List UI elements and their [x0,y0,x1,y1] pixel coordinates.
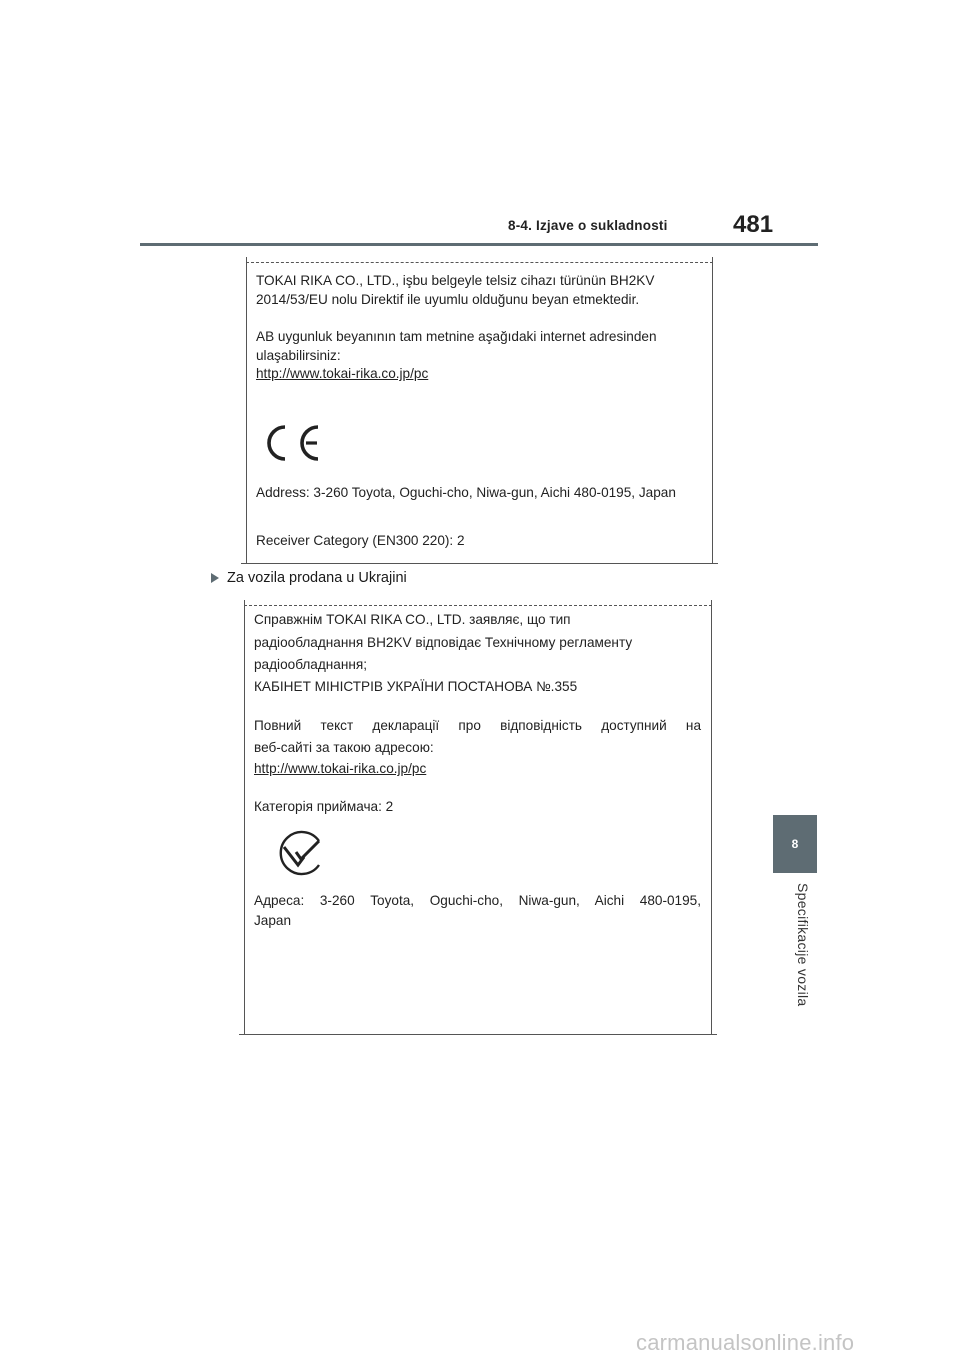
ukraine-heading-text: Za vozila prodana u Ukrajini [227,570,407,586]
corner-tick [244,600,245,606]
corner-tick [241,563,247,564]
triangle-bullet-icon [211,573,219,583]
chapter-number: 8 [791,837,799,851]
corner-tick [711,1034,717,1035]
site-watermark: carmanualsonline.info [636,1330,855,1355]
header-rule [140,243,818,246]
chapter-title: Specifikacije vozila [795,883,811,1007]
manufacturer-address: Адреса: 3-260 Toyota, Oguchi-cho, Niwa-gun, Aichi 480-0195, [254,893,701,908]
page-number: 481 [733,211,774,238]
corner-tick [712,563,718,564]
declaration-text-line: AB uygunluk beyanının tam metnine aşağıdaki internet adresinden [256,329,657,344]
declaration-text-line: Повний текст декларації про відповідність доступний на [254,718,701,733]
declaration-text-line: КАБІНЕТ МІНІСТРІВ УКРАЇНИ ПОСТАНОВА №.355 [254,679,578,694]
declaration-text-line: 2014/53/EU nolu Direktif ile uyumlu olduğunu beyan etmektedir. [256,292,640,307]
manufacturer-address-country: Japan [254,913,292,928]
declaration-text-line: веб-сайті за такою адресою: [254,740,434,755]
declaration-url-link[interactable]: http://www.tokai-rika.co.jp/pc [254,761,427,776]
receiver-category: Категорія приймача: 2 [254,799,394,814]
corner-tick [246,257,247,263]
manufacturer-address: Address: 3-260 Toyota, Oguchi-cho, Niwa-gun, Aichi 480-0195, Japan [256,485,676,500]
ce-mark-icon [261,421,325,465]
declaration-text-line: ulaşabilirsiniz: [256,348,341,363]
declaration-text-line: Справжнім TOKAI RIKA CO., LTD. заявляє, що тип [254,612,571,627]
ukraine-section-heading [211,570,407,586]
chapter-tab[interactable] [773,815,817,873]
corner-tick [712,257,713,263]
corner-tick [711,600,712,606]
declaration-text-line: радіообладнання; [254,657,368,672]
turkey-declaration-box [246,262,713,564]
receiver-category: Receiver Category (EN300 220): 2 [256,533,465,548]
corner-tick [239,1034,245,1035]
declaration-text-line: TOKAI RIKA CO., LTD., işbu belgeyle telsiz cihazı türünün BH2KV [256,273,655,288]
declaration-text-line: радіообладнання BH2KV відповідає Технічному регламенту [254,635,633,650]
ukrainian-conformity-mark-icon [275,828,325,878]
section-title: 8-4. Izjave o sukladnosti [508,218,668,233]
declaration-url-link[interactable]: http://www.tokai-rika.co.jp/pc [256,366,429,381]
ukraine-declaration-box [244,605,712,1035]
